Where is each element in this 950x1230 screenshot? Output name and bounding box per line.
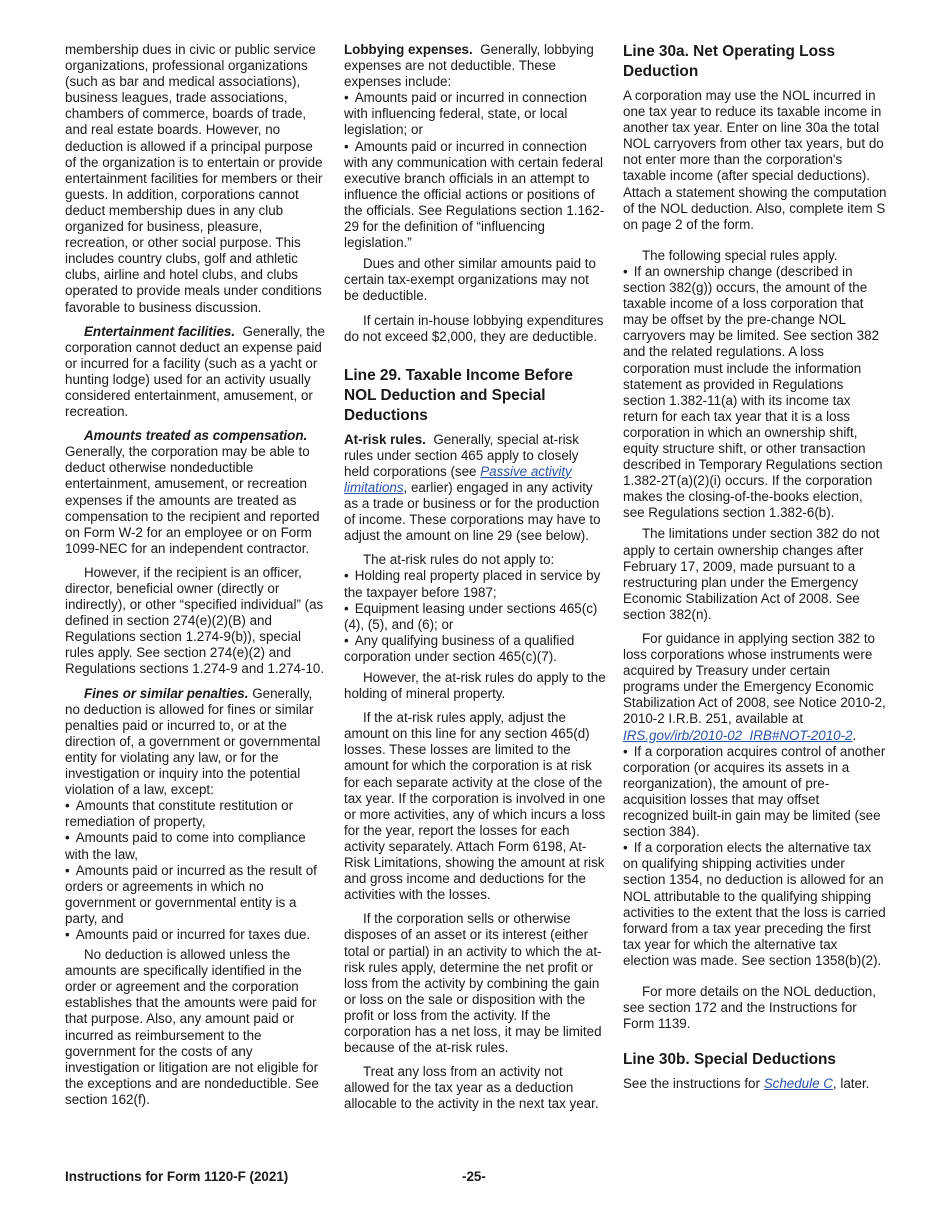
at-risk-paragraph: At-risk rules. Generally, special at-risk rules under section 465 apply to closely held corporations (see Passive activity limitations, earlier) engaged in any activity as a trade or business or for the production of income. These corporations may have to adjust the amount on line 29 (see below). [344, 431, 601, 544]
bullet-icon: • [65, 926, 70, 942]
entertainment-facilities-body: Generally, the corporation cannot deduct an expense paid or incurred for a facility (such as a yacht or hunting lodge) used for an activity usually considered entertainment, amusement, or recreation. [65, 323, 325, 420]
bullet-icon: • [623, 263, 628, 279]
no-deduction-paragraph: No deduction is allowed unless the amounts are specifically identified in the order or agreement and the corporation establishes that the amounts were paid for that purpose. Also, any amount paid or incurred as reimbursement to the government for the costs of any investigation or litigation are not eligible for the exceptions and are nondeductible. See section 162(f). [65, 947, 319, 1107]
limitations-paragraph: The limitations under section 382 do not apply to certain ownership changes after February 17, 2009, made pursuant to a restructuring plan under the Emergency Economic Stabilization Act of 2008. See section 382(n). [623, 526, 880, 622]
bullet-icon: • [344, 90, 349, 106]
at-risk-heading: At-risk rules. [344, 431, 426, 447]
list-item: • Equipment leasing under sections 465(c)(4), (5), and (6); or [344, 600, 598, 632]
special-deductions-paragraph: See the instructions for Schedule C, later. [623, 1076, 870, 1092]
list-item: • Amounts paid to come into compliance with the law, [65, 830, 306, 862]
bullet-icon: • [65, 798, 70, 814]
column-1 [65, 42, 327, 1116]
entertainment-facilities-paragraph [65, 324, 327, 421]
list-item: • Any qualifying business of a qualified corporation under section 465(c)(7). [344, 632, 575, 664]
fines-heading: Fines or similar penalties. [84, 685, 249, 701]
column-2 [344, 42, 606, 1120]
entertainment-facilities-heading: Entertainment facilities. [84, 323, 236, 339]
compensation-paragraph [65, 428, 327, 557]
bullet-icon: • [623, 840, 628, 856]
line-29-heading: Line 29. Taxable Income Before NOL Deduction and Special Deductions [344, 366, 573, 424]
bullet-icon: • [65, 862, 70, 878]
irs-notice-link[interactable]: IRS.gov/irb/2010-02_IRB#NOT-2010-2 [623, 727, 853, 743]
fines-paragraph [65, 686, 327, 799]
list-item: • If a corporation acquires control of another corporation (or acquires its assets in a reorganization), the amount of pre-acquisition losses that may offset recognized built-in gain may be limited (see section 384). [623, 743, 886, 840]
list-item: • Amounts paid or incurred in connection with influencing federal, state, or local legislation; or [344, 90, 587, 138]
fines-body: Generally, no deduction is allowed for fines or similar penalties paid or incurred to, or at the direction of, a government or governmental entity for violating any law, or for the investigation or inquiry into the potential violation of a law, except: [65, 685, 321, 798]
bullet-icon: • [344, 138, 349, 154]
lobbying-heading: Lobbying expenses. [344, 42, 473, 57]
lobbying-body: Generally, lobbying expenses are not deductible. These expenses include: [344, 42, 594, 90]
list-item: • Holding real property placed in service by the taxpayer before 1987; [344, 568, 601, 600]
passive-activity-link[interactable]: Passive activity limitations [344, 463, 572, 495]
officer-paragraph: However, if the recipient is an officer, director, beneficial owner (directly or indirectly), or other “specified individual” (as defined in section 274(e)(2)(B) and Regulations section 1.274-9(b)), special rules apply. See section 274(e)(2) and Regulations sections 1.274-9 and 1.274-10. [65, 564, 325, 677]
list-item: • Amounts paid or incurred in connection with any communication with certain federal executive branch officials in an attempt to influence the official actions or positions of the officials. See Regulations section 1.162-29 for the definition of “influencing legislation.” [344, 138, 605, 251]
bullet-icon: • [623, 743, 628, 759]
bullet-icon: • [344, 568, 349, 584]
special-rules-paragraph: The following special rules apply. [642, 247, 838, 263]
list-item: • If a corporation elects the alternative tax on qualifying shipping activities under section 1354, no deduction is allowed for an NOL attributable to the qualifying shipping activities to the extent that the loss is carried forward from a tax year preceding the first tax year for which the alternative tax election was made. See section 1358(b)(2). [623, 840, 886, 968]
lobbying-paragraph [344, 42, 606, 90]
nol-paragraph: A corporation may use the NOL incurred in one tax year to reduce its taxable income in another tax year. Enter on line 30a the total NOL carryovers from other tax years, but do not enter more than the corporation's taxable income (after special deductions). Attach a statement showing the computation of the NOL deduction. Also, complete item S on page 2 of the form. [623, 88, 887, 232]
adjust-paragraph: If the at-risk rules apply, adjust the amount on this line for any section 465(d) losses. These losses are limited to the amount for which the corporation is at risk for each separate activity at the close of the tax year. If the corporation is involved in one or more activities, any of which incurs a loss for the year, report the losses for each activity separately. Attach Form 6198, At-Risk Limitations, showing the amount at risk and gross income and deductions for the activities with the losses. [344, 710, 606, 903]
column-3 [623, 42, 887, 1100]
page-number: -25- [462, 1169, 486, 1184]
compensation-body: Generally, the corporation may be able to deduct otherwise nondeductible entertainment, amusement, or recreation expenses if the amounts are treated as compensation to the recipient and reported on Form W-2 for an employee or on Form 1099-NEC for an independent contractor. [65, 444, 320, 556]
details-paragraph: For more details on the NOL deduction, see section 172 and the Instructions for Form 1139. [623, 983, 876, 1032]
not-apply-paragraph: The at-risk rules do not apply to: [363, 552, 555, 568]
membership-paragraph: membership dues in civic or public service organizations, professional organizations (such as bar and medical associations), business leagues, trade associations, chambers of commerce, boards of trade, and real estate boards. However, no deduction is allowed if a principal purpose of the organization is to entertain or provide entertainment facilities for members or their guests. In addition, corporations cannot deduct membership dues in any club organized for business, pleasure, recreation, or other social purpose. This includes country clubs, golf and athletic clubs, airline and hotel clubs, and clubs operated to provide meals under conditions favorable to business discussion. [65, 42, 323, 315]
sells-paragraph: If the corporation sells or otherwise disposes of an asset or its interest (either total or partial) in an activity to which the at-risk rules apply, determine the net profit or loss from the activity by combining the gain or loss on the sale or disposition with the profit or loss from the activity. If the corporation has a net loss, it may be limited because of the at-risk rules. [344, 911, 602, 1056]
list-item: • Amounts paid or incurred for taxes due. [65, 926, 311, 942]
list-item: • If an ownership change (described in section 382(g)) occurs, the amount of the taxable income of a loss corporation that may be offset by the pre-change NOL carryovers may be limited. See section 382 and the related regulations. A loss corporation must include the information statement as provided in Regulations section 1.382-11(a) with its income tax return for each tax year that it is a loss corporation in which an ownership shift, equity structure shift, or other transaction described in Temporary Regulations section 1.382-2T(a)(2)(i) occurs. If the corporation makes the closing-of-the-books election, see Regulations section 1.382-6(b). [623, 263, 883, 521]
bullet-icon: • [344, 600, 349, 616]
guidance-paragraph: For guidance in applying section 382 to loss corporations whose instruments were acquired by Treasury under certain programs under the Emergency Economic Stabilization Act of 2008, see Notice 2010-2, 2010-2 I.R.B. 251, available at IRS.gov/irb/2010-02_IRB#NOT-2010-2. [623, 631, 886, 743]
bullet-icon: • [65, 830, 70, 846]
dues-paragraph: Dues and other similar amounts paid to certain tax-exempt organizations may not be deductible. [344, 256, 596, 304]
form-title: Instructions for Form 1120-F (2021) [65, 1169, 289, 1184]
line-30b-heading: Line 30b. Special Deductions [623, 1051, 836, 1069]
mineral-paragraph: However, the at-risk rules do apply to the holding of mineral property. [344, 670, 606, 702]
inhouse-paragraph: If certain in-house lobbying expenditures do not exceed $2,000, they are deductible. [344, 312, 604, 344]
list-item: • Amounts that constitute restitution or remediation of property, [65, 798, 294, 830]
bullet-icon: • [344, 632, 349, 648]
list-item: • Amounts paid or incurred as the result of orders or agreements in which no government or governmental entity is a party, and [65, 862, 317, 926]
treat-loss-paragraph: Treat any loss from an activity not allowed for the tax year as a deduction allocable to the activity in the next tax year. [344, 1064, 599, 1112]
schedule-c-link[interactable]: Schedule C [763, 1076, 833, 1092]
line-30a-heading: Line 30a. Net Operating Loss Deduction [623, 43, 836, 80]
compensation-heading: Amounts treated as compensation. [84, 428, 308, 444]
